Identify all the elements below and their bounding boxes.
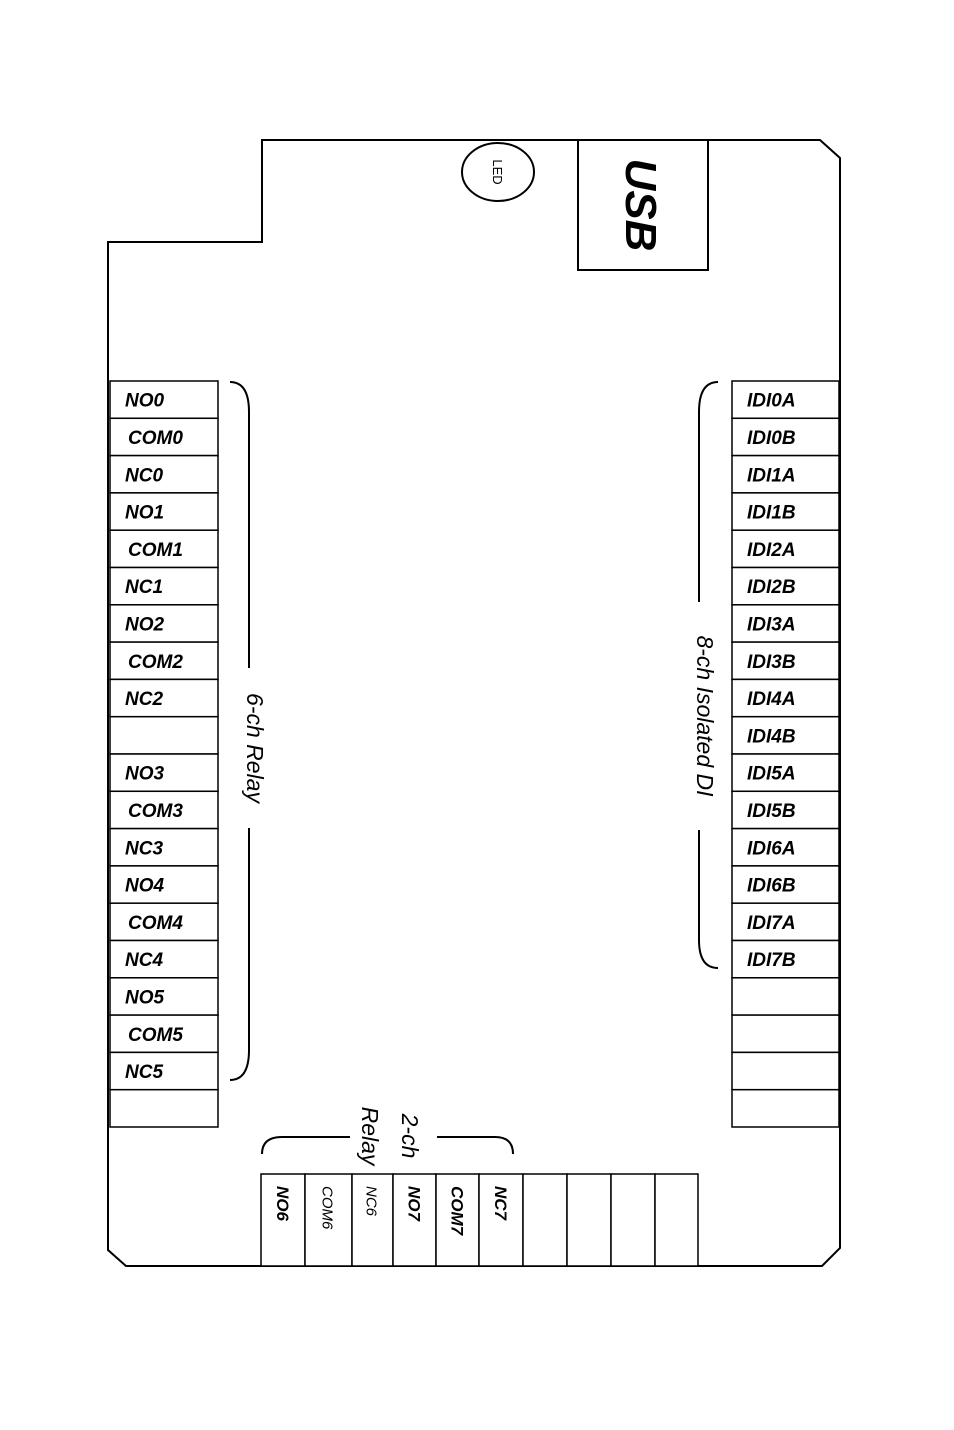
relay2-bracket-left xyxy=(262,1137,350,1154)
right-pin-label: IDI6A xyxy=(747,838,796,860)
relay2-bracket-right xyxy=(437,1137,513,1154)
led-label: LED xyxy=(490,159,505,185)
left-pin-label: COM5 xyxy=(128,1024,183,1046)
left-pin-label: NO0 xyxy=(125,390,165,412)
di-bracket-top xyxy=(699,382,718,602)
relay2-label-line2: Relay xyxy=(357,1106,383,1166)
left-pin-label: NO4 xyxy=(125,875,165,897)
led-indicator xyxy=(462,143,534,201)
left-terminal-cell xyxy=(110,1090,218,1127)
left-pin-label: NO3 xyxy=(125,763,165,785)
right-pin-label: IDI3B xyxy=(747,651,796,673)
right-pin-label: IDI7A xyxy=(747,912,796,934)
left-terminal-block xyxy=(110,381,218,1127)
bottom-pin-label: NC6 xyxy=(362,1186,380,1217)
right-pin-label: IDI5B xyxy=(747,800,796,822)
right-terminal-cell xyxy=(732,1015,839,1052)
right-pin-label: IDI6B xyxy=(747,875,796,897)
bottom-terminal-cell xyxy=(611,1174,655,1266)
bottom-pin-label: NC7 xyxy=(491,1186,510,1221)
relay2-bracket xyxy=(262,1107,513,1167)
left-pin-label: NC2 xyxy=(125,689,164,711)
right-pin-label: IDI0A xyxy=(747,390,796,412)
bottom-terminal-cell xyxy=(655,1174,698,1266)
left-pin-label: COM2 xyxy=(128,651,183,673)
right-pin-label: IDI3A xyxy=(747,614,796,636)
right-pin-label: IDI4B xyxy=(747,726,796,748)
relay2-label-line1: 2-ch xyxy=(397,1113,423,1159)
isolated-di-bracket xyxy=(692,382,718,968)
left-pin-label: COM0 xyxy=(128,427,183,449)
di-bracket-bottom xyxy=(699,830,718,968)
usb-label: USB xyxy=(616,158,665,252)
left-pin-label: NO5 xyxy=(125,987,165,1009)
left-pin-label: COM4 xyxy=(128,912,183,934)
left-terminal-cell xyxy=(110,717,218,754)
right-pin-label: IDI1A xyxy=(747,465,796,487)
bottom-pin-label: COM6 xyxy=(318,1186,336,1230)
left-pin-label: NC5 xyxy=(125,1062,164,1084)
left-pin-label: COM1 xyxy=(128,539,183,561)
right-pin-label: IDI2A xyxy=(747,539,796,561)
left-pin-label: NC3 xyxy=(125,838,164,860)
bottom-pin-label: COM7 xyxy=(447,1186,467,1236)
isolated-di-label: 8-ch Isolated DI xyxy=(692,635,718,797)
left-pin-label: NC0 xyxy=(125,465,164,487)
relay6-bracket-top xyxy=(230,382,249,668)
left-pin-label: NC4 xyxy=(125,950,164,972)
right-terminal-cell xyxy=(732,1052,839,1089)
right-terminal-block xyxy=(732,381,839,1127)
right-pin-label: IDI2B xyxy=(747,577,796,599)
relay6-bracket xyxy=(230,382,268,1080)
bottom-pin-label: NO6 xyxy=(273,1186,292,1221)
right-pin-label: IDI7B xyxy=(747,950,796,972)
right-pin-label: IDI5A xyxy=(747,763,796,785)
bottom-terminal-cell xyxy=(523,1174,567,1266)
right-pin-label: IDI0B xyxy=(747,427,796,449)
bottom-terminal-block xyxy=(261,1174,698,1266)
left-pin-label: NC1 xyxy=(125,577,164,599)
right-pin-label: IDI1B xyxy=(747,502,796,524)
left-pin-label: NO2 xyxy=(125,614,165,636)
usb-port xyxy=(578,140,708,270)
relay6-bracket-bottom xyxy=(230,828,249,1080)
right-terminal-cell xyxy=(732,978,839,1015)
relay6-label: 6-ch Relay xyxy=(242,693,268,803)
left-pin-label: NO1 xyxy=(125,502,165,524)
left-pin-label: COM3 xyxy=(128,800,183,822)
bottom-pin-label: NO7 xyxy=(404,1186,424,1221)
right-terminal-cell xyxy=(732,1090,839,1127)
bottom-terminal-cell xyxy=(567,1174,611,1266)
right-pin-label: IDI4A xyxy=(747,689,796,711)
